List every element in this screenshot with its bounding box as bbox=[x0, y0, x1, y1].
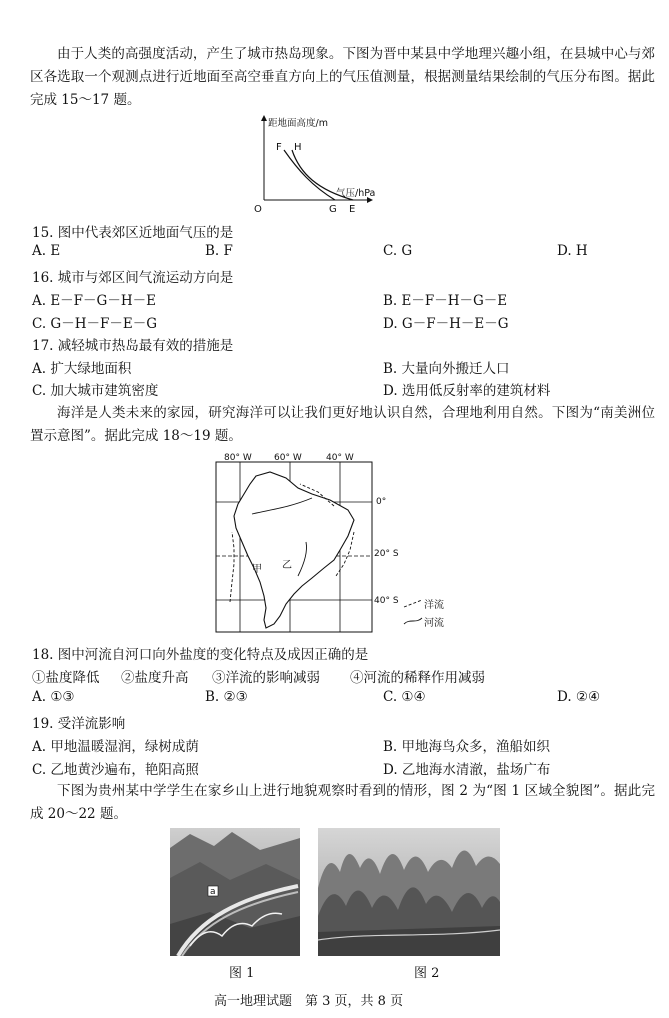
pressure-chart bbox=[250, 112, 380, 216]
q18-option-b: B. ②③ bbox=[205, 689, 248, 705]
point-label-g: G bbox=[329, 204, 337, 215]
point-label-f: F bbox=[276, 142, 282, 153]
intro-paragraph-3: 下图为贵州某中学学生在家乡山上进行地貌观察时看到的情形，图 2 为“图 1 区域全貌图”。据此完成 20～22 题。 bbox=[30, 783, 655, 822]
q17-option-a: A. 扩大绿地面积 bbox=[32, 361, 132, 377]
current-west-coast bbox=[230, 532, 234, 602]
q17-option-b: B. 大量向外搬迁人口 bbox=[383, 361, 510, 377]
lat-label-20s: 20° S bbox=[374, 549, 399, 559]
intro-paragraph-1: 由于人类的高强度活动，产生了城市热岛现象。下图为晋中某县中学地理兴趣小组，在县城中心与郊区各选取一个观测点进行近地面至高空垂直方向上的气压值测量，根据测量结果绘制的气压分布图。据此完成 15～17 题。 bbox=[30, 46, 655, 108]
q17-stem: 17. 减轻城市热岛最有效的措施是 bbox=[32, 338, 234, 354]
continent-outline bbox=[234, 472, 354, 628]
lat-label-40s: 40° S bbox=[374, 596, 399, 606]
q15-stem: 15. 图中代表郊区近地面气压的是 bbox=[32, 225, 234, 241]
figure-2-caption: 图 2 bbox=[414, 966, 440, 981]
x-axis-label: 气压/hPa bbox=[336, 188, 376, 199]
q18-stem: 18. 图中河流自河口向外盐度的变化特点及成因正确的是 bbox=[32, 647, 369, 663]
legend-river-label: 河流 bbox=[424, 618, 444, 629]
q16-option-d: D. G－F－H－E－G bbox=[383, 316, 509, 332]
south-america-map bbox=[208, 452, 470, 638]
q19-option-a: A. 甲地温暖湿润，绿树成荫 bbox=[32, 739, 199, 755]
q18-statement-2: ②盐度升高 bbox=[121, 670, 189, 686]
intro-paragraph-2: 海洋是人类未来的家园，研究海洋可以让我们更好地认识自然，合理地利用自然。下图为“南美洲位置示意图”。据此完成 18～19 题。 bbox=[30, 405, 655, 444]
legend-river-symbol bbox=[404, 618, 422, 624]
series-f-g-curve bbox=[284, 150, 335, 200]
legend-current-symbol bbox=[404, 600, 422, 607]
figure-1-photo bbox=[170, 828, 300, 956]
q17-option-d: D. 选用低反射率的建筑材料 bbox=[383, 383, 551, 399]
origin-label: O bbox=[254, 204, 262, 215]
q18-option-a: A. ①③ bbox=[32, 689, 75, 705]
q16-option-c: C. G－H－F－E－G bbox=[32, 316, 157, 332]
q18-statement-1: ①盐度降低 bbox=[32, 670, 100, 686]
q19-option-d: D. 乙地海水清澈，盐场广布 bbox=[383, 762, 551, 778]
figure-1-marker-a: a bbox=[210, 887, 216, 897]
lon-label-60w: 60° W bbox=[274, 453, 302, 463]
q19-option-c: C. 乙地黄沙遍布，艳阳高照 bbox=[32, 762, 199, 778]
q15-option-c: C. G bbox=[383, 243, 413, 259]
q17-option-c: C. 加大城市建筑密度 bbox=[32, 383, 159, 399]
place-label-jia: 甲 bbox=[252, 564, 262, 575]
figure-1-caption: 图 1 bbox=[229, 966, 255, 981]
q15-option-d: D. H bbox=[557, 243, 588, 259]
q15-option-b: B. F bbox=[205, 243, 233, 259]
q18-statement-4: ④河流的稀释作用减弱 bbox=[350, 670, 485, 686]
figure-2-photo bbox=[318, 828, 500, 956]
place-label-yi: 乙 bbox=[282, 560, 292, 571]
y-axis-label: 距地面高度/m bbox=[268, 118, 328, 129]
lon-label-40w: 40° W bbox=[326, 453, 354, 463]
lon-label-80w: 80° W bbox=[224, 453, 252, 463]
lat-label-0: 0° bbox=[376, 497, 387, 507]
q16-option-a: A. E－F－G－H－E bbox=[32, 293, 156, 309]
q16-stem: 16. 城市与郊区间气流运动方向是 bbox=[32, 270, 234, 286]
point-label-h: H bbox=[294, 142, 302, 153]
q15-option-a: A. E bbox=[32, 243, 61, 259]
q18-option-d: D. ②④ bbox=[557, 689, 601, 705]
q19-option-b: B. 甲地海鸟众多，渔船如织 bbox=[383, 739, 551, 755]
q18-option-c: C. ①④ bbox=[383, 689, 426, 705]
q18-statement-3: ③洋流的影响减弱 bbox=[212, 670, 320, 686]
point-label-e: E bbox=[349, 204, 356, 215]
q16-option-b: B. E－F－H－G－E bbox=[383, 293, 508, 309]
q19-stem: 19. 受洋流影响 bbox=[32, 716, 126, 732]
page-footer: 高一地理试题 第 3 页，共 8 页 bbox=[214, 994, 404, 1009]
legend-current-label: 洋流 bbox=[424, 600, 444, 611]
